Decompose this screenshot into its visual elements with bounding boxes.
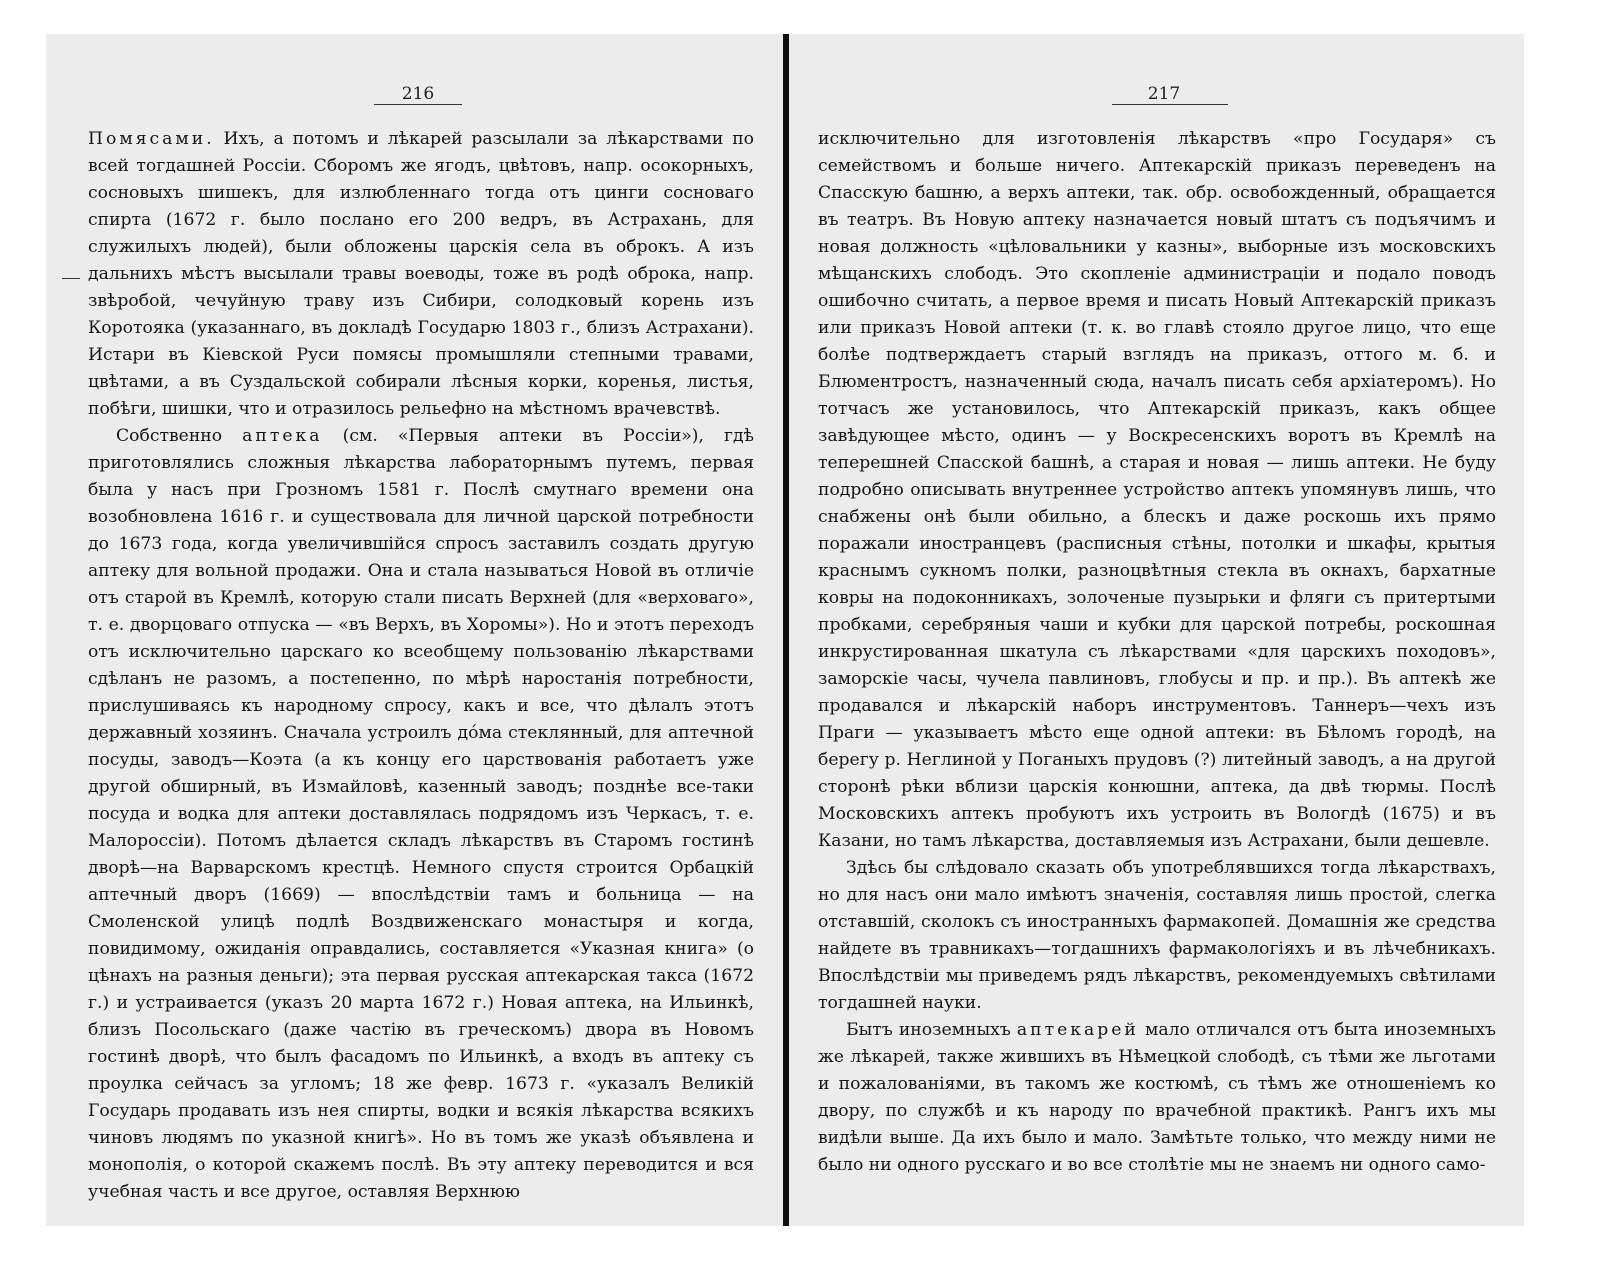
- header-rule: [1112, 104, 1228, 105]
- book-gutter: [783, 34, 789, 1226]
- paragraph-text: мало отличался отъ быта иноземныхъ же лѣкарей, также жившихъ въ Нѣмецкой слободѣ, съ тѣми же льготами и пожалованіями, въ такомъ же костюмѣ, съ тѣмъ же отношеніемъ ко двору, по службѣ и къ народу по врачебной практикѣ. Рангъ ихъ мы видѣли выше. Да ихъ было и мало. Замѣтьте только, что между ними не было ни одного русскаго и во все столѣтіе мы не знаемъ ни одного само-: [818, 1020, 1496, 1175]
- paragraph-text: исключительно для изготовленія лѣкарствъ «про Государя» съ семействомъ и больше ничего. Аптекарскій приказъ переведенъ на Спасскую башню, а верхъ аптеки, так. обр. освобожденный, обращается въ театръ. Въ Новую аптеку назначается новый штатъ съ подъячимъ и новая должность «цѣловальники у казны», выборные изъ московскихъ мѣщанскихъ слободъ. Это скопленіе администраціи и подало поводъ ошибочно считать, а первое время и писать Новый Аптекарскій приказъ или приказъ Новой аптеки (т. к. во главѣ стояло другое лицо, что еще болѣе подтверждаетъ старый взглядъ на приказъ, оттого м. б. и Блюментростъ, назначенный сюда, началъ писать себя архіатеромъ). Но тотчасъ же установилось, что Аптекарскій приказъ, какъ общее завѣдующее мѣсто, одинъ — у Воскресенскихъ воротъ въ Кремлѣ на теперешней Спасской башнѣ, а старая и новая — лишь аптеки. Не буду подробно описывать внутреннее устройство аптекъ упомянувъ лишь, что снабжены онѣ были обильно, а блескъ и даже роскошь ихъ прямо поражали иностранцевъ (расписныя стѣны, потолки и шкафы, крытыя краснымъ сукномъ полки, разноцвѣтныя стекла въ окнахъ, бархатные ковры на подоконникахъ, золоченые пузырьки и фляги съ притертыми пробками, серебряныя чаши и кубки для царской потребы, роскошная инкрустированная шкатула съ лѣкарствами «для царскихъ походовъ», заморскіе часы, чучела павлиновъ, глобусы и пр. и пр.). Въ аптекѣ же продавался и лѣкарскій наборъ инструментовъ. Таннеръ—чехъ изъ Праги — указываетъ мѣсто еще одной аптеки: въ Бѣломъ городѣ, на берегу р. Неглиной у Поганыхъ прудовъ (?) литейный заводъ, а на другой сторонѣ рѣки вблизи царскія конюшни, аптека, да двѣ тюрмы. Послѣ Московскихъ аптекъ пробуютъ ихъ устроить въ Вологдѣ (1675) и въ Казани, но тамъ лѣкарства, доставляемыя изъ Астрахани, были дешевле.: [818, 129, 1496, 851]
- header-rule: [374, 104, 462, 105]
- paragraph-prefix: Бытъ иноземныхъ: [846, 1020, 1017, 1040]
- paragraph-prefix: Собственно: [116, 426, 243, 446]
- paragraph: [818, 855, 1496, 1017]
- spaced-term: аптекарей: [1016, 1020, 1139, 1040]
- paragraph: [88, 126, 754, 423]
- right-page: [792, 34, 1524, 1226]
- paragraph: [818, 1017, 1496, 1179]
- paragraph-text: Здѣсь бы слѣдовало сказать объ употреблявшихся тогда лѣкарствахъ, но для насъ они мало имѣютъ значенія, составляя лишь простой, слегка отставшій, сколокъ съ иностранныхъ фармакопей. Домашнія же средства найдете въ травникахъ—тогдашнихъ фармакологіяхъ и въ лѣчебникахъ. Впослѣдствіи мы приведемъ рядъ лѣкарствъ, рекомендуемыхъ свѣтилами тогдашней науки.: [818, 858, 1496, 1013]
- page-number: 217: [1147, 84, 1181, 104]
- margin-mark: [62, 278, 80, 279]
- book-spread: [46, 34, 1524, 1226]
- paragraph-text: (см. «Первыя аптеки въ Россіи»), гдѣ приготовлялись сложныя лѣкарства лабораторнымъ путемъ, первая была у насъ при Грозномъ 1581 г. Послѣ смутнаго времени она возобновлена 1616 г. и существовала для личной царской потребности до 1673 года, когда увеличившійся спросъ заставилъ создать другую аптеку для вольной продажи. Она и стала называться Новой въ отличіе отъ старой въ Кремлѣ, которую стали писать Верхней (для «верховаго», т. е. дворцоваго отпуска — «въ Верхъ, въ Хоромы»). Но и этотъ переходъ отъ исключительно царскаго ко всеобщему пользованію лѣкарствами сдѣланъ не разомъ, а постепенно, по мѣрѣ наростанія потребности, прислушиваясь къ народному спросу, какъ и все, что дѣлалъ этотъ державный хозяинъ. Сначала устроилъ дóма стеклянный, для аптечной посуды, заводъ—Коэта (а къ концу его царствованія работаетъ уже другой обширный, въ Измайловѣ, казенный заводъ; позднѣе все-таки посуда и водка для аптеки доставлялась подрядомъ изъ Черкасъ, т. е. Малороссіи). Потомъ дѣлается складъ лѣкарствъ въ Старомъ гостинѣ дворѣ—на Варварскомъ крестцѣ. Немного спустя строится Орбацкій аптечный дворъ (1669) — впослѣдствіи тамъ и больница — на Смоленской улицѣ подлѣ Воздвиженскаго монастыря и когда, повидимому, ожиданія оправдались, составляется «Указная книга» (о цѣнахъ на разныя деньги); эта первая русская аптекарская такса (1672 г.) и устраивается (указъ 20 марта 1672 г.) Новая аптека, на Ильинкѣ, близъ Посольскаго (даже частію въ греческомъ) двора въ Новомъ гостинѣ дворѣ, что былъ фасадомъ по Ильинкѣ, а входъ въ аптеку съ проулка сейчасъ за угломъ; 18 же февр. 1673 г. «указалъ Великій Государь продавать изъ нея спирты, водки и всякія лѣкарства всякихъ чиновъ людямъ по указной книгѣ». Но въ томъ же указѣ объявлена и монополія, о которой скажемъ послѣ. Въ эту аптеку переводится и вся учебная часть и все другое, оставляя Верхнюю: [88, 426, 754, 1202]
- page-number: 216: [401, 84, 435, 104]
- paragraph: [88, 423, 754, 1206]
- body-text: [818, 126, 1496, 1179]
- left-page: [46, 34, 786, 1226]
- body-text: [88, 126, 754, 1206]
- paragraph: [818, 126, 1496, 855]
- paragraph-text: Ихъ, а потомъ и лѣкарей разсылали за лѣкарствами по всей тогдашней Россіи. Сборомъ же ягодъ, цвѣтовъ, напр. осокорныхъ, сосновыхъ шишекъ, для излюбленнаго тогда отъ цинги сосноваго спирта (1672 г. было послано его 200 ведръ, въ Астрахань, для служилыхъ людей), были обложены царскія села въ оброкъ. А изъ дальнихъ мѣстъ высылали травы воеводы, тоже въ родѣ оброка, напр. звѣробой, чечуйную траву изъ Сибири, солодковый корень изъ Коротояка (указаннаго, въ докладѣ Государю 1803 г., близъ Астрахани). Истари въ Кіевской Руси помясы промышляли степными травами, цвѣтами, а въ Суздальской собирали лѣсныя корки, коренья, листья, побѣги, шишки, что и отразилось рельефно на мѣстномъ врачевствѣ.: [88, 129, 754, 419]
- spaced-term: аптека: [242, 426, 323, 446]
- spaced-term: Помясами.: [88, 129, 215, 149]
